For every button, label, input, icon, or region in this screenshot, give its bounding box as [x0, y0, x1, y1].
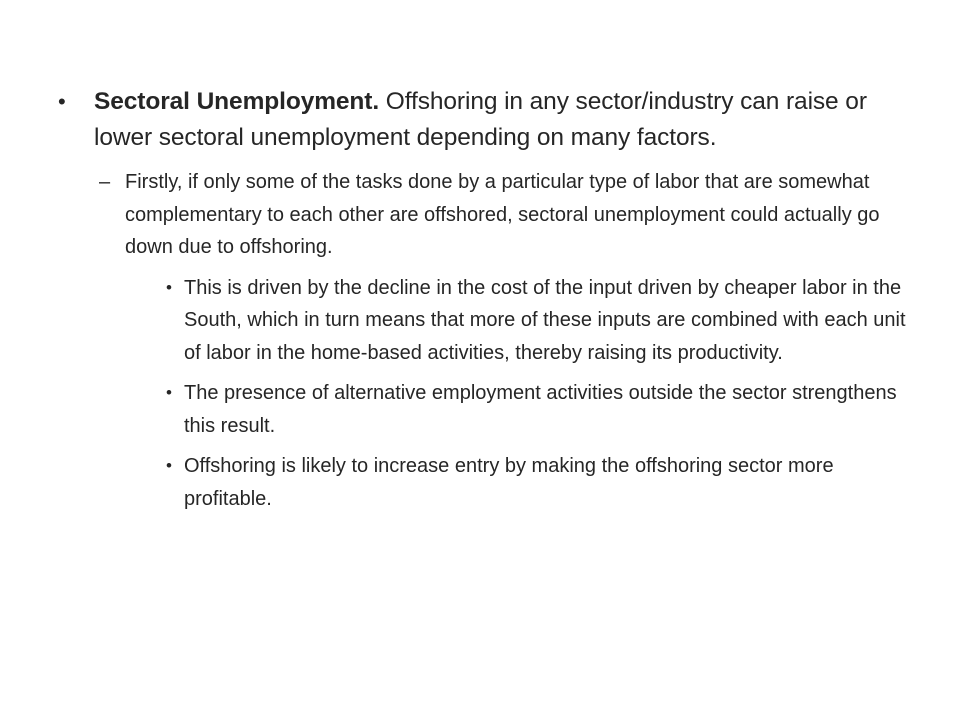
slide-body	[58, 84, 918, 515]
sub-sub-bullet-text: Offshoring is likely to increase entry by making the offshoring sector more profitable.	[184, 455, 834, 510]
sub-sub-bullet-text: This is driven by the decline in the cost of the input driven by cheaper labor in the South, which in turn means that more of these inputs are combined with each unit of labor in the home-based activities, thereby raising its productivity.	[184, 276, 906, 364]
sub-bullet-firstly	[94, 166, 885, 264]
sub-sub-bullet-entry	[166, 450, 924, 515]
dash-icon: –	[99, 171, 111, 193]
bullet-dot-icon: •	[166, 277, 172, 297]
bullet-dot-icon: •	[166, 383, 172, 402]
sub-sub-bullet-cost-decline	[166, 272, 924, 370]
sub-sub-bullet-alternative-employment	[166, 377, 924, 442]
bullet-dot-icon: •	[166, 456, 172, 475]
bullet-text: Offshoring in any sector/industry can raise or lower sectoral unemployment depending on many factors.	[94, 88, 867, 151]
sub-bullet-text: Firstly, if only some of the tasks done by a particular type of labor that are somewhat complementary to each other are offshored, sectoral unemployment could actually go down due to offshoring.	[125, 171, 880, 258]
bullet-sectoral-unemployment	[58, 84, 918, 156]
bullet-dot-icon: •	[58, 89, 66, 114]
bullet-heading: Sectoral Unemployment.	[94, 88, 380, 115]
sub-sub-bullet-text: The presence of alternative employment activities outside the sector strengthens this result.	[184, 382, 897, 437]
